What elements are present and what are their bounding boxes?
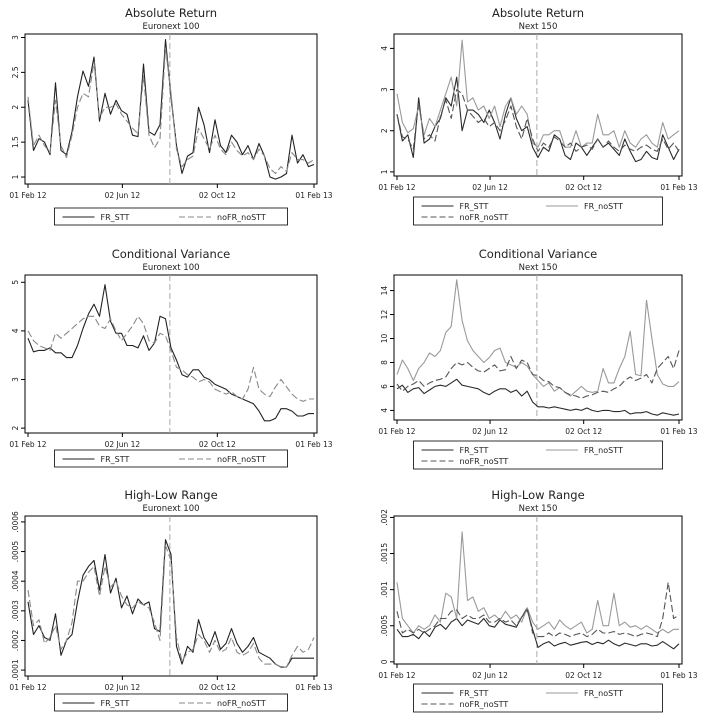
legend-box (414, 197, 663, 225)
chart-subtitle: Euronext 100 (142, 504, 200, 514)
legend-box (414, 684, 663, 712)
chart-panel-5 (9, 488, 332, 711)
y-tick-label: 3 (11, 35, 20, 40)
legend-label: noFR_noSTT (217, 455, 266, 464)
chart-panel-6 (378, 488, 697, 712)
x-tick-label: 01 Feb 13 (295, 440, 333, 449)
legend (55, 208, 288, 225)
x-tick-label: 02 Oct 12 (565, 183, 603, 192)
x-tick-label: 02 Oct 12 (198, 683, 236, 692)
legend (414, 684, 663, 712)
x-tick-label: 01 Feb 12 (9, 440, 47, 449)
x-tick-label: 01 Feb 13 (295, 683, 333, 692)
y-tick-label: 2.5 (11, 66, 20, 79)
y-tick-label: 14 (380, 285, 389, 296)
y-tick-label: 0 (380, 659, 389, 665)
plot-frame (394, 516, 682, 664)
chart-subtitle: Next 150 (518, 504, 558, 514)
y-tick-label: 4 (380, 46, 389, 51)
legend-label: FR_STT (100, 699, 130, 708)
y-tick-label: 10 (380, 333, 389, 344)
x-tick-label: 01 Feb 13 (660, 427, 698, 436)
x-tick-label: 01 Feb 13 (660, 183, 698, 192)
chart-subtitle: Euronext 100 (142, 263, 200, 273)
chart-panel-2 (378, 6, 697, 225)
y-tick-label: .0015 (380, 542, 389, 565)
x-tick-label: 01 Feb 13 (295, 191, 333, 200)
legend-label: FR_noSTT (584, 202, 623, 211)
y-tick-label: 2 (11, 425, 20, 431)
x-tick-label: 01 Feb 12 (9, 683, 47, 692)
plot-frame (394, 275, 682, 420)
y-tick-label: 4 (380, 408, 389, 413)
x-tick-label: 01 Feb 12 (378, 427, 416, 436)
legend-label: FR_STT (459, 202, 489, 211)
x-tick-label: 01 Feb 12 (378, 183, 416, 192)
x-tick-label: 02 Oct 12 (198, 440, 236, 449)
x-tick-label: 02 Jun 12 (104, 440, 141, 449)
y-tick-label: .0004 (11, 570, 20, 592)
y-tick-label: .0005 (11, 540, 20, 563)
y-tick-label: 2 (11, 104, 20, 110)
plot-frame (25, 275, 317, 433)
legend (55, 694, 288, 711)
legend-label: noFR_noSTT (459, 700, 509, 709)
y-tick-label: 1 (11, 174, 20, 180)
y-tick-label: .001 (380, 581, 389, 598)
y-tick-label: 2 (380, 128, 389, 134)
x-tick-label: 02 Jun 12 (472, 427, 508, 436)
chart-panel-4 (378, 247, 697, 469)
chart-title: High-Low Range (491, 488, 585, 502)
plot-frame (394, 34, 682, 176)
legend (414, 441, 663, 469)
x-tick-label: 02 Oct 12 (565, 427, 603, 436)
plot-frame (25, 516, 317, 676)
x-tick-label: 02 Jun 12 (104, 683, 141, 692)
legend (55, 450, 288, 467)
x-tick-label: 02 Jun 12 (472, 183, 508, 192)
y-tick-label: 3 (11, 377, 20, 382)
y-tick-label: 5 (11, 279, 20, 285)
chart-subtitle: Next 150 (518, 22, 558, 32)
x-tick-label: 01 Feb 12 (378, 671, 416, 680)
x-tick-label: 02 Jun 12 (472, 671, 508, 680)
legend-label: noFR_noSTT (217, 699, 266, 708)
legend-label: FR_STT (459, 689, 489, 698)
y-tick-label: 1.5 (11, 136, 20, 149)
chart-title: Absolute Return (491, 6, 585, 20)
chart-title: Conditional Variance (478, 247, 598, 261)
plot-frame (25, 34, 317, 184)
y-tick-label: 6 (380, 384, 389, 389)
y-tick-label: 4 (11, 328, 20, 334)
chart-title: Absolute Return (124, 6, 218, 20)
y-tick-label: 3 (380, 87, 389, 92)
legend-label: FR_noSTT (584, 446, 623, 455)
y-tick-label: 12 (380, 309, 389, 320)
legend (414, 197, 663, 225)
y-tick-label: .0002 (11, 629, 20, 652)
chart-panel-1 (9, 6, 332, 225)
chart-title: High-Low Range (124, 488, 218, 502)
x-tick-label: 02 Oct 12 (198, 191, 236, 200)
legend-label: noFR_noSTT (217, 213, 266, 222)
x-tick-label: 01 Feb 12 (9, 191, 47, 200)
y-tick-label: .0003 (11, 600, 20, 622)
y-tick-label: .002 (380, 509, 389, 526)
legend-label: FR_STT (100, 213, 130, 222)
y-tick-label: .0006 (11, 511, 20, 533)
y-tick-label: .0001 (11, 659, 20, 681)
chart-title: Conditional Variance (111, 247, 231, 261)
legend-label: noFR_noSTT (459, 213, 509, 222)
y-tick-label: 8 (380, 360, 389, 365)
y-tick-label: 1 (380, 169, 389, 175)
chart-subtitle: Euronext 100 (142, 22, 200, 32)
x-tick-label: 02 Oct 12 (565, 671, 603, 680)
chart-subtitle: Next 150 (518, 263, 558, 273)
legend-label: FR_STT (459, 446, 489, 455)
x-tick-label: 01 Feb 13 (660, 671, 698, 680)
chart-panel-3 (9, 247, 332, 467)
legend-box (414, 441, 663, 469)
legend-label: noFR_noSTT (459, 457, 509, 466)
legend-label: FR_noSTT (584, 689, 623, 698)
y-tick-label: .0005 (380, 614, 389, 637)
x-tick-label: 02 Jun 12 (104, 191, 141, 200)
legend-label: FR_STT (100, 455, 130, 464)
